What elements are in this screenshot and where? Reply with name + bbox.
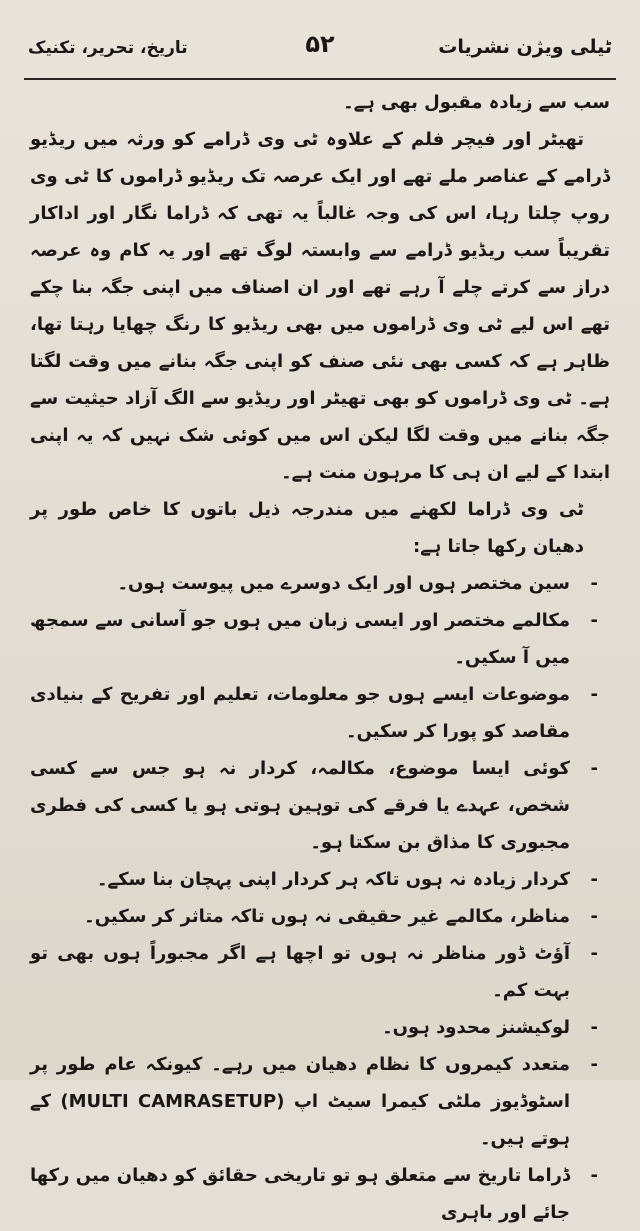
page-number: ۵۲ — [305, 30, 335, 58]
list-item — [30, 676, 610, 750]
list-item-text: کردار زیادہ نہ ہوں تاکہ ہر کردار اپنی پہچان بنا سکے۔ — [97, 869, 570, 890]
list-item-text: موضوعات ایسے ہوں جو معلومات، تعلیم اور تفریح کے بنیادی مقاصد کو پورا کر سکیں۔ — [30, 684, 570, 742]
list-item — [30, 898, 610, 935]
list-item-text: ڈراما تاریخ سے متعلق ہو تو تاریخی حقائق کو دھیان میں رکھا جائے اور باہری — [30, 1165, 570, 1223]
bullet-dash: - — [590, 1054, 598, 1075]
bullet-dash: - — [590, 610, 598, 631]
bullet-dash: - — [590, 943, 598, 964]
paragraph: تھیٹر اور فیچر فلم کے علاوہ ٹی وی ڈرامے کو ورثہ میں ریڈیو ڈرامے کے عناصر ملے تھے اور ایک عرصہ تک ریڈیو ڈراموں کا ٹی وی روپ چلتا رہا، اس کی وجہ غالباً یہ تھی کہ ڈراما نگار اور اداکار تقریباً سب ریڈیو ڈرامے سے وابستہ لوگ تھے اور یہ کام وہ عرصہ دراز سے کرتے چلے آ رہے تھے اور ان اصناف میں اپنی جگہ بنا چکے تھے اس لیے ٹی وی ڈراموں میں بھی ریڈیو کا رنگ چھایا رہتا تھا، ظاہر ہے کہ کسی بھی نئی صنف کو اپنی جگہ بنانے میں وقت لگتا ہے۔ ٹی وی ڈراموں کو بھی تھیٹر اور ریڈیو سے الگ آزاد حیثیت سے جگہ بنانے میں وقت لگا لیکن اس میں کوئی شک نہیں کہ یہ اپنی ابتدا کے لیے ان ہی کا مرہون منت ہے۔ — [30, 129, 610, 483]
paragraph-continuation: سب سے زیادہ مقبول بھی ہے۔ — [343, 92, 610, 113]
bullet-dash: - — [590, 1017, 598, 1038]
list-item — [30, 602, 610, 676]
list-item-text: مناظر، مکالمے غیر حقیقی نہ ہوں تاکہ متاثر کر سکیں۔ — [84, 906, 570, 927]
list-item-text: لوکیشنز محدود ہوں۔ — [382, 1017, 570, 1038]
list-item — [30, 1046, 610, 1157]
book-title: ٹیلی ویژن نشریات — [438, 36, 612, 58]
list-item — [30, 861, 610, 898]
header-rule — [24, 78, 616, 80]
list-item — [30, 1009, 610, 1046]
bullet-dash: - — [590, 758, 598, 779]
list-intro: ٹی وی ڈراما لکھنے میں مندرجہ ذیل باتوں کا خاص طور پر دھیان رکھا جاتا ہے: — [30, 499, 584, 557]
list-item — [30, 565, 610, 602]
list-item-text: مکالمے مختصر اور ایسی زبان میں ہوں جو آسانی سے سمجھ میں آ سکیں۔ — [30, 610, 570, 668]
list-item-text: متعدد کیمروں کا نظام دھیان میں رہے۔ کیونکہ عام طور پر اسٹوڈیوز ملٹی کیمرا سیٹ اپ (MULTI CAMRASETUP) کے ہوتے ہیں۔ — [30, 1054, 570, 1149]
chapter-title: تاریخ، تحریر، تکنیک — [28, 38, 188, 58]
list-item — [30, 750, 610, 861]
list-item — [30, 1157, 610, 1231]
bullet-dash: - — [590, 573, 598, 594]
running-header — [28, 30, 612, 74]
bullet-dash: - — [590, 1165, 598, 1186]
list-item-text: کوئی ایسا موضوع، مکالمہ، کردار نہ ہو جس سے کسی شخص، عہدے یا فرقے کی توہین ہوتی ہو یا کسی کی فطری مجبوری کا مذاق بن سکتا ہو۔ — [30, 758, 570, 853]
list-item-text: سین مختصر ہوں اور ایک دوسرے میں پیوست ہوں۔ — [117, 573, 570, 594]
page-body — [30, 84, 610, 1231]
bullet-dash: - — [590, 906, 598, 927]
list-item — [30, 935, 610, 1009]
list-item-text: آؤٹ ڈور مناظر نہ ہوں تو اچھا ہے اگر مجبوراً ہوں بھی تو بہت کم۔ — [30, 943, 570, 1001]
bullet-dash: - — [590, 684, 598, 705]
bullet-dash: - — [590, 869, 598, 890]
